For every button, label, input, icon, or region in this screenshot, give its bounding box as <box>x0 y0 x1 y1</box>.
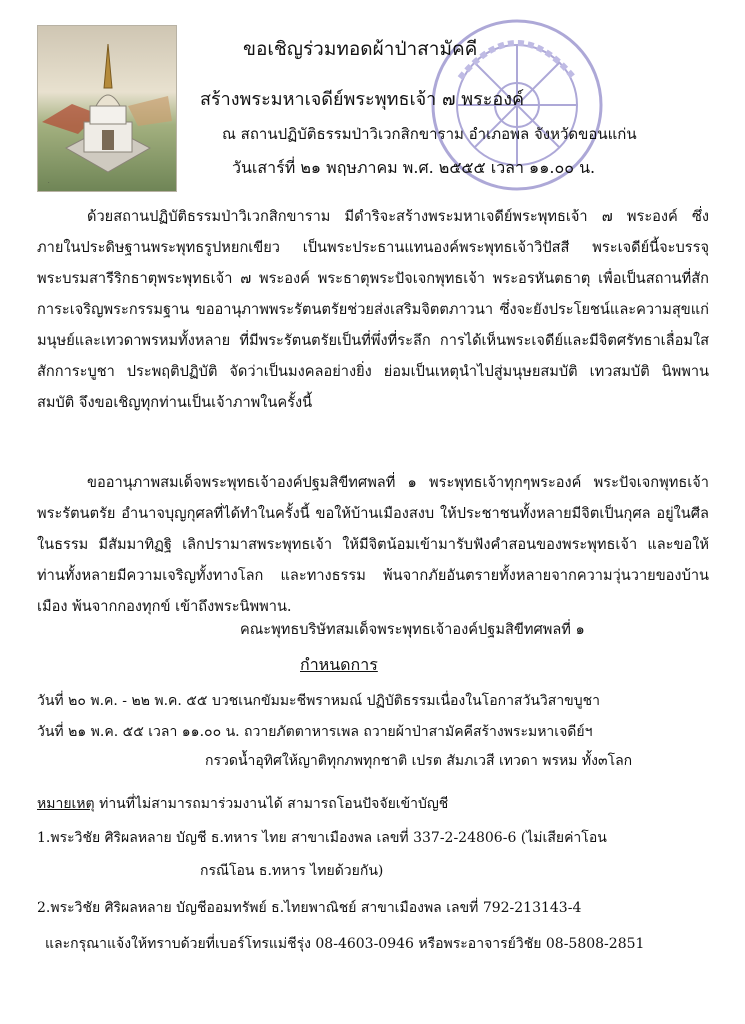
page-subtitle: สร้างพระมหาเจดีย์พระพุทธเจ้า ๗ พระองค์ <box>200 89 525 110</box>
schedule-item: วันที่ ๒๐ พ.ค. - ๒๒ พ.ค. ๕๕ บวชเนกขัมมะชีพราหมณ์ ปฏิบัติธรรมเนื่องในโอกาสวันวิสาขบูชา <box>37 693 601 709</box>
contact-phones: และกรุณาแจ้งให้ทราบด้วยที่เบอร์โทรแม่ชีรุ่ง 08-4603-0946 หรือพระอาจารย์วิชัย 08-5808-2851 <box>45 936 645 952</box>
bank-account-1: 1.พระวิชัย ศิริผลหลาย บัญชี ธ.ทหาร ไทย สาขาเมืองพล เลขที่ 337-2-24806-6 (ไม่เสียค่าโอน <box>37 830 607 846</box>
bank-account-1-continued: กรณีโอน ธ.ทหาร ไทยด้วยกัน) <box>200 863 384 879</box>
stupa-painting <box>37 25 177 192</box>
note-label: หมายเหตุ <box>37 796 95 812</box>
note-line <box>37 793 448 815</box>
svg-text:·: · <box>48 180 50 186</box>
blessing-paragraph: ขออานุภาพสมเด็จพระพุทธเจ้าองค์ปฐมสิขีทศพลที่ ๑ พระพุทธเจ้าทุกๆพระองค์ พระปัจเจกพุทธเจ้า พระรัตนตรัย อำนาจบุญกุศลที่ได้ทำในครั้งนี้ ขอให้บ้านเมืองสงบ ให้ประชาชนทั้งหลายมีจิตเป็นกุศล อยู่ในศีลในธรรม มีสัมมาทิฏฐิ เลิกปรามาสพระพุทธเจ้า ให้มีจิตน้อมเข้ามารับฟังคำสอนของพระพุทธเจ้า และขอให้ท่านทั้งหลายมีความเจริญทั้งทางโลก และทางธรรม พ้นจากภัยอันตรายทั้งหลายจากความวุ่นวายของบ้านเมือง พ้นจากกองทุกข์ เข้าถึงพระนิพพาน. <box>37 474 709 615</box>
bank-account-2: 2.พระวิชัย ศิริผลหลาย บัญชีออมทรัพย์ ธ.ไทยพาณิชย์ สาขาเมืองพล เลขที่ 792-213143-4 <box>37 900 582 916</box>
schedule-item: กรวดน้ำอุทิศให้ญาติทุกภพทุกชาติ เปรต สัมภเวสี เทวดา พรหม ทั้ง๓โลก <box>205 753 633 769</box>
schedule-item: วันที่ ๒๑ พ.ค. ๕๕ เวลา ๑๑.๐๐ น. ถวายภัตตาหารเพล ถวายผ้าป่าสามัคคีสร้างพระมหาเจดีย์ฯ <box>37 724 593 740</box>
page-title: ขอเชิญร่วมทอดผ้าป่าสามัคคี <box>243 38 478 60</box>
signature-line: คณะพุทธบริษัทสมเด็จพระพุทธเจ้าองค์ปฐมสิขีทศพลที่ ๑ <box>240 621 585 638</box>
event-date: วันเสาร์ที่ ๒๑ พฤษภาคม พ.ศ. ๒๕๕๕ เวลา ๑๑.๐๐ น. <box>232 158 596 177</box>
event-location: ณ สถานปฏิบัติธรรมป่าวิเวกสิกขาราม อำเภอพล จังหวัดขอนแก่น <box>222 125 637 143</box>
schedule-heading: กำหนดการ <box>300 655 378 674</box>
note-text: ท่านที่ไม่สามารถมาร่วมงานได้ สามารถโอนปัจจัยเข้าบัญชี <box>94 796 449 812</box>
invitation-paragraph: ด้วยสถานปฏิบัติธรรมป่าวิเวกสิกขาราม มีดำริจะสร้างพระมหาเจดีย์พระพุทธเจ้า ๗ พระองค์ ซึ่งภายในประดิษฐานพระพุทธรูปหยกเขียว เป็นพระประธานแทนองค์พระพุทธเจ้าวิปัสสี พระเจดีย์นี้จะบรรจุพระบรมสารีริกธาตุพระพุทธเจ้า ๗ พระองค์ พระธาตุพระปัจเจกพุทธเจ้า พระอรหันตธาตุ เพื่อเป็นสถานที่สักการะเจริญพระกรรมฐาน ขออานุภาพพระรัตนตรัยช่วยส่งเสริมจิตตภาวนา ซึ่งจะยังประโยชน์และความสุขแก่มนุษย์และเทวดาพรหมทั้งหลาย ที่มีพระรัตนตรัยเป็นที่พึ่งที่ระลึก การได้เห็นพระเจดีย์และมีจิตศรัทธาเลื่อมใสสักการะบูชา ประพฤติปฏิบัติ จัดว่าเป็นมงคลอย่างยิ่ง ย่อมเป็นเหตุนำไปสู่มนุษยสมบัติ เทวสมบัติ นิพพานสมบัติ จึงขอเชิญทุกท่านเป็นเจ้าภาพในครั้งนี้ <box>37 208 709 411</box>
